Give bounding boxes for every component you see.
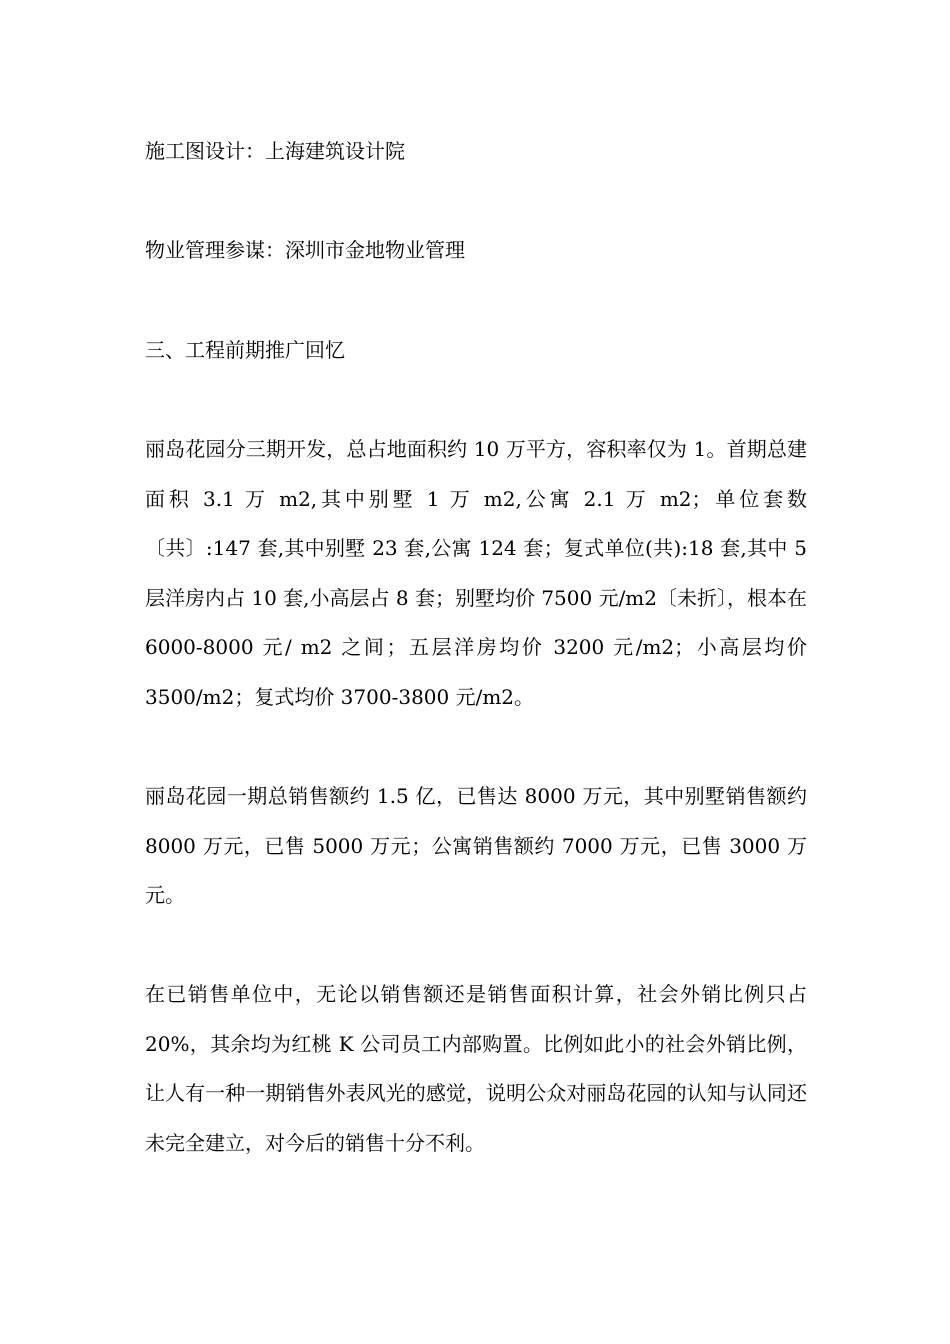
paragraph-construction-design: 施工图设计：上海建筑设计院 bbox=[145, 139, 405, 163]
paragraph-sales-figures: 丽岛花园一期总销售额约 1.5 亿，已售达 8000 万元，其中别墅销售额约 8000 万元，已售 5000 万元；公寓销售额约 7000 万元，已售 3000 万元。 bbox=[145, 784, 807, 907]
paragraph-sales-analysis: 在已销售单位中，无论以销售额还是销售面积计算，社会外销比例只占 20%，其余均为红桃 K 公司员工内部购置。比例如此小的社会外销比例，让人有一种一期销售外表风光的感觉，说明公众对丽岛花园的认知与认同还未完全建立，对今后的销售十分不利。 bbox=[145, 982, 807, 1155]
section-heading: 三、工程前期推广回忆 bbox=[145, 338, 345, 362]
paragraph-property-management: 物业管理参谋：深圳市金地物业管理 bbox=[145, 238, 465, 262]
paragraph-development-overview: 丽岛花园分三期开发，总占地面积约 10 万平方，容积率仅为 1。首期总建面积 3.1 万 m2,其中别墅 1 万 m2,公寓 2.1 万 m2；单位套数〔共〕:147 套,其中别墅 23 套,公寓 124 套；复式单位(共):18 套,其中 5 层洋房内占 10 套,小高层占 8 套；别墅均价 7500 元/m2〔未折〕，根本在 6000-8000 元/ m2 之间；五层洋房均价 3200 元/m2；小高层均价 3500/m2；复式均价 3700-3800 元/m2。 bbox=[145, 437, 808, 709]
